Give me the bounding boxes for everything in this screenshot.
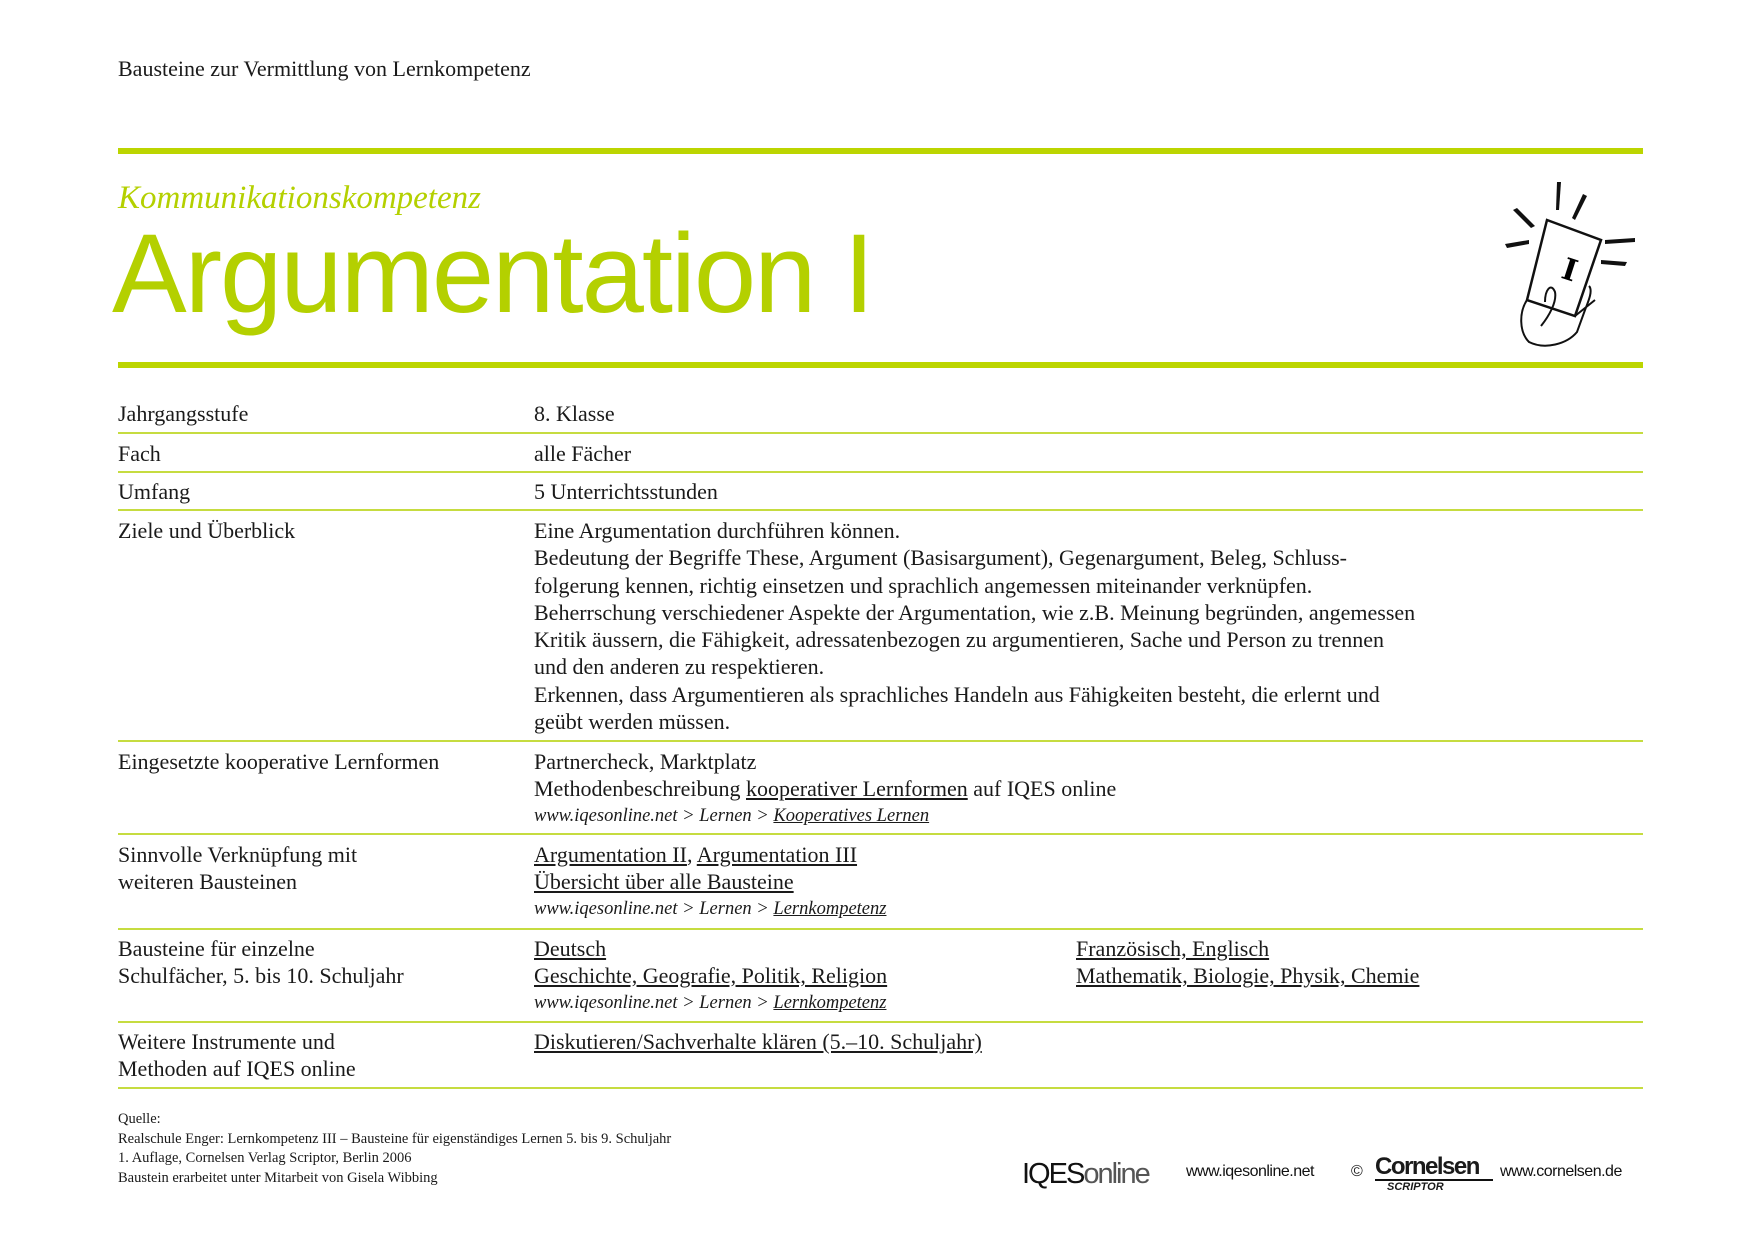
goal-line: Kritik äussern, die Fähigkeit, adressatenbezogen zu argumentieren, Sache und Person zu trennen bbox=[534, 627, 1384, 653]
goal-line: geübt werden müssen. bbox=[534, 709, 731, 735]
row-label bbox=[118, 935, 404, 990]
link-franzoesisch[interactable]: Französisch, Englisch bbox=[1076, 936, 1270, 961]
link-diskutieren[interactable]: Diskutieren/Sachverhalte klären (5.–10. Schuljahr) bbox=[534, 1029, 982, 1054]
path-text: www.iqesonline.net > Lernen > bbox=[534, 898, 774, 919]
row-value bbox=[534, 748, 1116, 830]
separator: , bbox=[686, 842, 697, 867]
source-line: 1. Auflage, Cornelsen Verlag Scriptor, Berlin 2006 bbox=[118, 1150, 412, 1166]
link-geschichte[interactable]: Geschichte, Geografie, Politik, Religion bbox=[534, 963, 888, 989]
bottom-divider bbox=[118, 362, 1643, 368]
row-value: 8. Klasse bbox=[534, 401, 615, 426]
copyright-icon: © bbox=[1351, 1163, 1363, 1180]
row-jahrgangsstufe bbox=[118, 400, 1643, 434]
goals-text bbox=[534, 517, 1415, 735]
label-line: weiteren Bausteinen bbox=[118, 869, 297, 895]
iqes-url[interactable]: www.iqesonline.net bbox=[1186, 1163, 1314, 1180]
text: auf IQES online bbox=[967, 776, 1117, 802]
page-title: Argumentation I bbox=[112, 211, 873, 336]
row-umfang bbox=[118, 478, 1643, 511]
label-line: Schulfächer, 5. bis 10. Schuljahr bbox=[118, 963, 404, 989]
row-fach bbox=[118, 440, 1643, 473]
row-label: Ziele und Überblick bbox=[118, 518, 296, 543]
row-instrumente bbox=[118, 1028, 1643, 1089]
source-line: Realschule Enger: Lernkompetenz III – Bausteine für eigenständiges Lernen 5. bis 9. Schuljahr bbox=[118, 1130, 672, 1147]
logo-text: IQES bbox=[1022, 1158, 1084, 1190]
methods-text: Partnercheck, Marktplatz bbox=[534, 749, 757, 774]
source-note bbox=[118, 1110, 671, 1188]
label-line: Bausteine für einzelne bbox=[118, 936, 315, 961]
goal-line: Beherrschung verschiedener Aspekte der Argumentation, wie z.B. Meinung begründen, angemessen bbox=[534, 599, 1416, 625]
row-value: 5 Unterrichtsstunden bbox=[534, 479, 718, 504]
iqes-logo bbox=[1022, 1158, 1149, 1191]
logo-text: Cornelsen bbox=[1375, 1155, 1493, 1181]
row-label bbox=[118, 1028, 356, 1083]
label-line: Methoden auf IQES online bbox=[118, 1056, 356, 1082]
path bbox=[534, 896, 886, 923]
goal-line: Erkennen, dass Argumentieren als sprachliches Handeln aus Fähigkeiten besteht, die erlernt und bbox=[534, 681, 1380, 707]
text: Methodenbeschreibung bbox=[534, 776, 746, 802]
row-value bbox=[534, 935, 887, 1017]
path bbox=[534, 803, 1116, 830]
link-line bbox=[534, 841, 886, 868]
cornelsen-logo bbox=[1375, 1155, 1493, 1193]
goal-line: und den anderen zu respektieren. bbox=[534, 654, 825, 680]
link-mathematik[interactable]: Mathematik, Biologie, Physik, Chemie bbox=[1076, 963, 1420, 989]
row-label: Eingesetzte kooperative Lernformen bbox=[118, 749, 440, 774]
row-value-2 bbox=[1076, 935, 1419, 990]
logo-subtext: SCRIPTOR bbox=[1387, 1181, 1444, 1193]
top-divider bbox=[118, 148, 1643, 154]
goal-line: Bedeutung der Begriffe These, Argument (Basisargument), Gegenargument, Beleg, Schluss- bbox=[534, 545, 1348, 571]
label-line: Sinnvolle Verknüpfung mit bbox=[118, 842, 358, 867]
source-line: Baustein erarbeitet unter Mitarbeit von Gisela Wibbing bbox=[118, 1169, 438, 1186]
category-label: Kommunikationskompetenz bbox=[118, 180, 481, 216]
cornelsen-url[interactable]: www.cornelsen.de bbox=[1500, 1163, 1622, 1180]
logo-text: online bbox=[1083, 1158, 1149, 1190]
link-kooperative-lernformen[interactable]: kooperativer Lernformen bbox=[746, 776, 968, 802]
document-header: Bausteine zur Vermittlung von Lernkompetenz bbox=[118, 56, 531, 81]
link-uebersicht[interactable]: Übersicht über alle Bausteine bbox=[534, 869, 794, 895]
row-lernformen bbox=[118, 748, 1643, 835]
row-label: Jahrgangsstufe bbox=[118, 401, 249, 426]
row-label: Umfang bbox=[118, 479, 191, 504]
row-value bbox=[534, 841, 886, 923]
row-value: alle Fächer bbox=[534, 441, 632, 466]
path-text: www.iqesonline.net > Lernen > bbox=[534, 992, 774, 1013]
goal-line: Eine Argumentation durchführen können. bbox=[534, 518, 901, 543]
link-lernkompetenz[interactable]: Lernkompetenz bbox=[773, 898, 887, 919]
path-text: www.iqesonline.net > Lernen > bbox=[534, 805, 774, 826]
row-ziele bbox=[118, 517, 1643, 742]
link-lernkompetenz[interactable]: Lernkompetenz bbox=[773, 992, 887, 1013]
link-deutsch[interactable]: Deutsch bbox=[534, 936, 607, 961]
row-verknuepfung bbox=[118, 841, 1643, 930]
label-line: Weitere Instrumente und bbox=[118, 1029, 335, 1054]
row-label bbox=[118, 841, 357, 896]
card-letter: I bbox=[1557, 251, 1582, 290]
row-label: Fach bbox=[118, 441, 161, 466]
methods-description bbox=[534, 775, 1116, 802]
path bbox=[534, 990, 887, 1017]
link-argumentation-2[interactable]: Argumentation II bbox=[534, 842, 687, 867]
link-kooperatives-lernen[interactable]: Kooperatives Lernen bbox=[773, 805, 930, 826]
link-argumentation-3[interactable]: Argumentation III bbox=[696, 842, 858, 867]
goal-line: folgerung kennen, richtig einsetzen und sprachlich angemessen miteinander verknüpfen. bbox=[534, 572, 1313, 598]
row-schulfaecher bbox=[118, 935, 1643, 1023]
source-line: Quelle: bbox=[118, 1111, 161, 1127]
hand-holding-card-icon bbox=[1505, 182, 1645, 347]
